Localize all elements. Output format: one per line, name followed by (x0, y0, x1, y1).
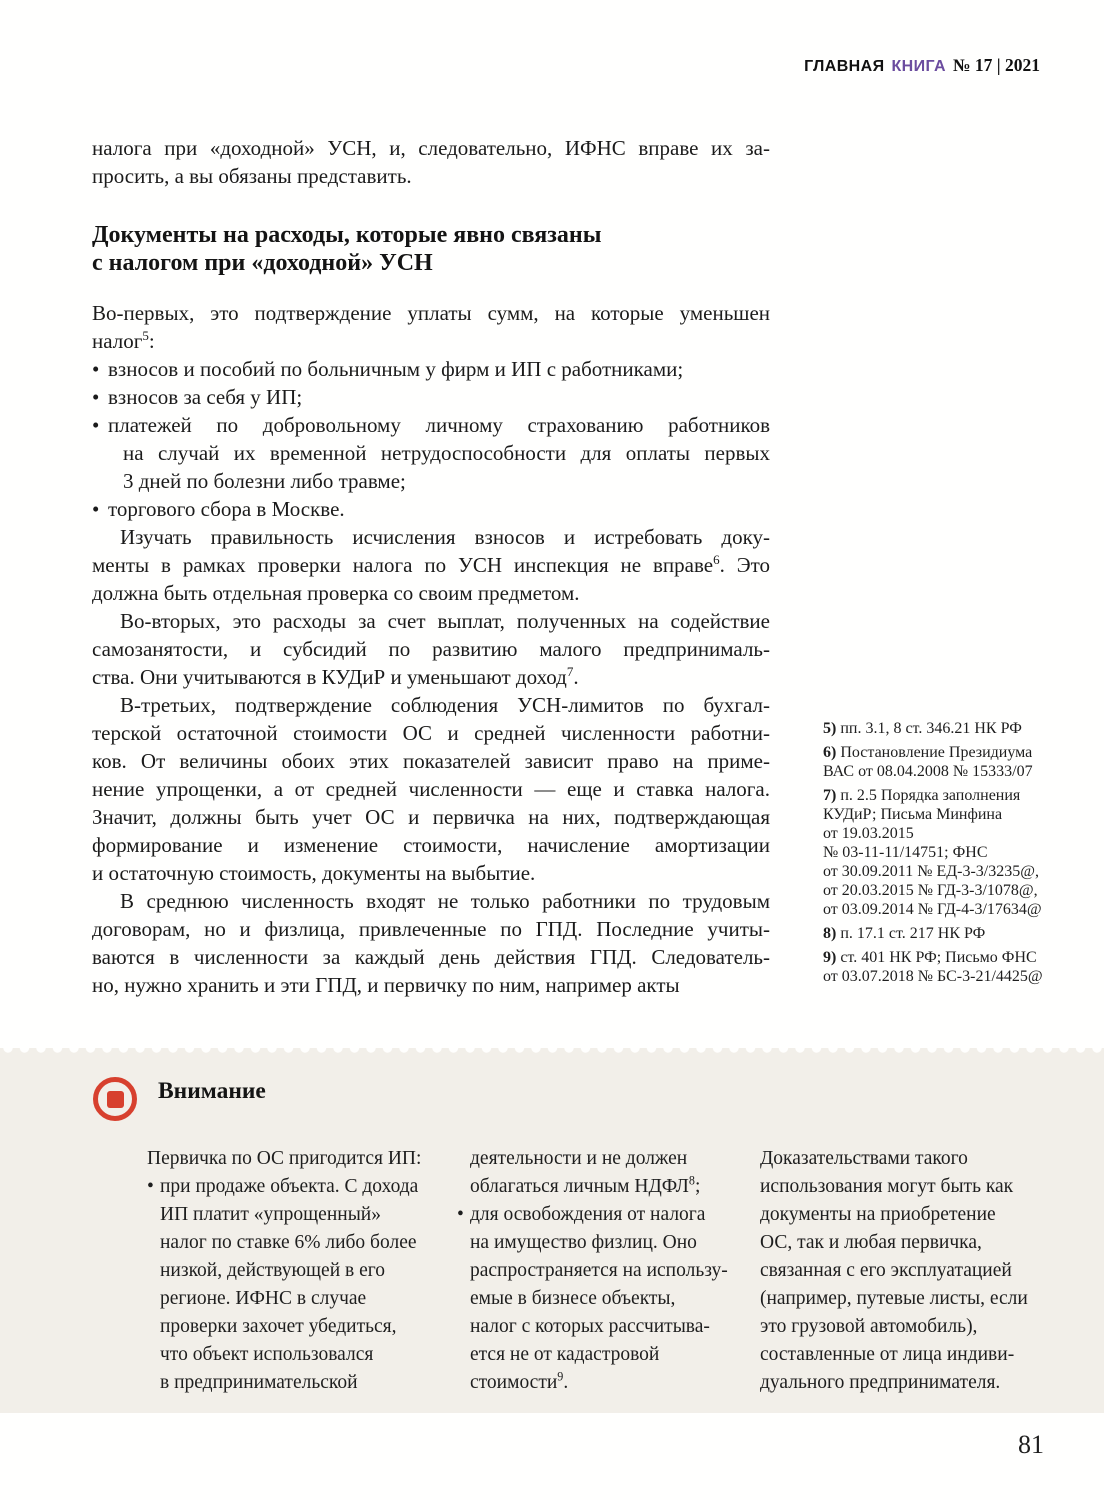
bullet-item (92, 411, 770, 495)
attention-text-line: использования могут быть как (760, 1176, 1014, 1197)
heading-line: Документы на расходы, которые явно связаны (92, 222, 602, 248)
attention-column (760, 1145, 1050, 1397)
attention-text-line: регионе. ИФНС в случае (160, 1288, 367, 1309)
heading-line: с налогом при «доходной» УСН (92, 250, 433, 276)
text-line: Во-вторых, это расходы за счет выплат, полученных на содействие (120, 609, 770, 633)
bullet-icon: • (92, 385, 100, 409)
paragraph (92, 691, 770, 887)
attention-text-line: распространяется на использу- (470, 1260, 728, 1281)
footnote-number: 7) (823, 787, 837, 804)
attention-text-line: (например, путевые листы, если (760, 1288, 1028, 1309)
attention-column (147, 1145, 441, 1397)
attention-text-line: низкой, действующей в его (160, 1260, 386, 1281)
text-line: нение упрощенки, а от средней численности — еще и ставка налога. (92, 777, 770, 801)
text-line: • взносов за себя у ИП; (92, 385, 303, 409)
paragraph (92, 887, 770, 999)
paragraph (92, 299, 770, 355)
attention-text-line: это грузовой автомобиль), (760, 1316, 978, 1337)
attention-text-line: проверки захочет убедиться, (160, 1316, 397, 1337)
text-line: Во-первых, это подтверждение уплаты сумм, на которые уменьшен (92, 301, 770, 325)
footnote: 8) п. 17.1 ст. 217 НК РФ (823, 925, 986, 942)
attention-title: Внимание (158, 1078, 266, 1104)
text-line: и остаточную стоимость, документы на выбытие. (92, 861, 536, 885)
attention-text-line: деятельности и не должен (470, 1148, 688, 1169)
article-body (92, 134, 770, 999)
paragraph (92, 607, 770, 691)
footnote: 7) п. 2.5 Порядка заполнения КУДиР; Письма Минфина от 19.03.2015 № 03-11-11/14751; ФНС от 30.09.2011 № ЕД-3-3/3235@, от 20.03.2015 № ГД-3-3/1078@, от 03.09.2014 № ГД-4-3/17634@ (823, 787, 1042, 918)
footnote-ref: 9 (557, 1369, 564, 1384)
footnote-ref: 6 (713, 552, 720, 567)
attention-text-line: емые в бизнесе объекты, (470, 1288, 676, 1309)
bullet-icon: • (92, 497, 100, 521)
attention-column (457, 1145, 751, 1397)
footnotes-sidebar (823, 719, 1063, 991)
text-line: ваются в численности за каждый день действия ГПД. Следователь- (92, 945, 770, 969)
masthead (804, 55, 1040, 76)
bullet-item (92, 495, 770, 523)
section-heading (92, 221, 770, 277)
text-line: В-третьих, подтверждение соблюдения УСН-лимитов по бухгал- (120, 693, 770, 717)
attention-text-line: облагаться личным НДФЛ$^8$; (470, 1173, 701, 1197)
bullet-icon: • (457, 1204, 464, 1225)
bullet-item (92, 355, 770, 383)
text-line: просить, а вы обязаны представить. (92, 164, 412, 188)
footnote-number: 5) (823, 720, 837, 737)
attention-text-line: связанная с его эксплуатацией (760, 1260, 1012, 1281)
text-line: ства. Они учитываются в КУДиР и уменьшают доход$^7$. (92, 664, 579, 689)
attention-text-line: дуального предпринимателя. (760, 1372, 1001, 1393)
attention-text-line: ется не от кадастровой (470, 1344, 660, 1365)
attention-text-line: Первичка по ОС пригодится ИП: (147, 1148, 422, 1169)
bullet-icon: • (92, 413, 100, 437)
paragraph (92, 134, 770, 190)
attention-text-line: Доказательствами такого (760, 1148, 968, 1169)
attention-icon (93, 1077, 137, 1121)
attention-text-line: составленные от лица индиви- (760, 1344, 1015, 1365)
text-line: Значит, должны быть учет ОС и первичка на них, подтверждающая (92, 805, 770, 829)
text-line: 3 дней по болезни либо травме; (123, 469, 406, 493)
attention-text-line: ИП платит «упрощенный» (160, 1204, 381, 1225)
footnote-ref: 7 (566, 664, 574, 679)
footnote-number: 8) (823, 925, 837, 942)
text-line: • взносов и пособий по больничным у фирм и ИП с работниками; (92, 357, 684, 381)
text-line: менты в рамках проверки налога по УСН инспекция не вправе$^6$. Это (92, 552, 771, 577)
bullet-icon: • (92, 357, 100, 381)
attention-text-line: в предпринимательской (160, 1372, 358, 1393)
page-number: 81 (1018, 1430, 1044, 1459)
text-line: ков. От величины обоих этих показателей зависит право на приме- (92, 749, 770, 773)
attention-text-line: стоимости$^9$. (470, 1369, 569, 1393)
attention-box (0, 1048, 1104, 1413)
footnote-number: 6) (823, 744, 837, 761)
text-line: но, нужно хранить и эти ГПД, и первичку по ним, например акты (92, 973, 680, 997)
text-line: Изучать правильность исчисления взносов и истребовать доку- (120, 525, 770, 549)
paragraph (92, 523, 770, 607)
attention-text-line: налог по ставке 6% либо более (160, 1232, 417, 1253)
attention-text-line: • для освобождения от налога (457, 1201, 751, 1229)
footnote: 6) Постановление Президиума ВАС от 08.04.2008 № 15333/07 (823, 744, 1033, 780)
text-line: • платежей по добровольному личному страхованию работников (92, 413, 770, 437)
text-line: • торгового сбора в Москве. (92, 497, 345, 521)
text-line: В среднюю численность входят не только работники по трудовым (120, 889, 770, 913)
attention-text-line: что объект использовался (160, 1344, 374, 1365)
attention-text-line: • при продаже объекта. С дохода (147, 1173, 441, 1201)
text-line: должна быть отдельная проверка со своим предметом. (92, 581, 580, 605)
footnote: 5) пп. 3.1, 8 ст. 346.21 НК РФ (823, 720, 1022, 737)
text-line: налога при «доходной» УСН, и, следовательно, ИФНС вправе их за- (92, 136, 770, 160)
text-line: самозанятости, и субсидий по развитию малого предпринималь- (92, 637, 770, 661)
bullet-icon: • (147, 1176, 154, 1197)
attention-text-line: ОС, так и любая первичка, (760, 1232, 982, 1253)
attention-icon-square (107, 1091, 124, 1108)
magazine-title-part1: ГЛАВНАЯ (804, 58, 885, 75)
footnote-ref: 8 (688, 1173, 695, 1188)
magazine-title-part2: КНИГА (891, 58, 946, 75)
footnote-number: 9) (823, 949, 837, 966)
text-line: договорам, но и физлица, привлеченные по ГПД. Последние учиты- (92, 917, 770, 941)
bullet-item (92, 383, 770, 411)
text-line: налог$^5$: (92, 328, 155, 353)
text-line: терской остаточной стоимости ОС и средней численности работни- (92, 721, 770, 745)
attention-text-line: документы на приобретение (760, 1204, 996, 1225)
footnote: 9) ст. 401 НК РФ; Письмо ФНС от 03.07.2018 № БС-3-21/4425@ (823, 949, 1043, 985)
issue-number: № 17 | 2021 (952, 55, 1040, 75)
attention-text-line: на имущество физлиц. Оно (470, 1232, 697, 1253)
text-line: на случай их временной нетрудоспособности для оплаты первых (123, 441, 770, 465)
text-line: формирование и изменение стоимости, начисление амортизации (92, 833, 770, 857)
attention-text-line: налог с которых рассчитыва- (470, 1316, 710, 1337)
footnote-ref: 5 (142, 328, 149, 343)
